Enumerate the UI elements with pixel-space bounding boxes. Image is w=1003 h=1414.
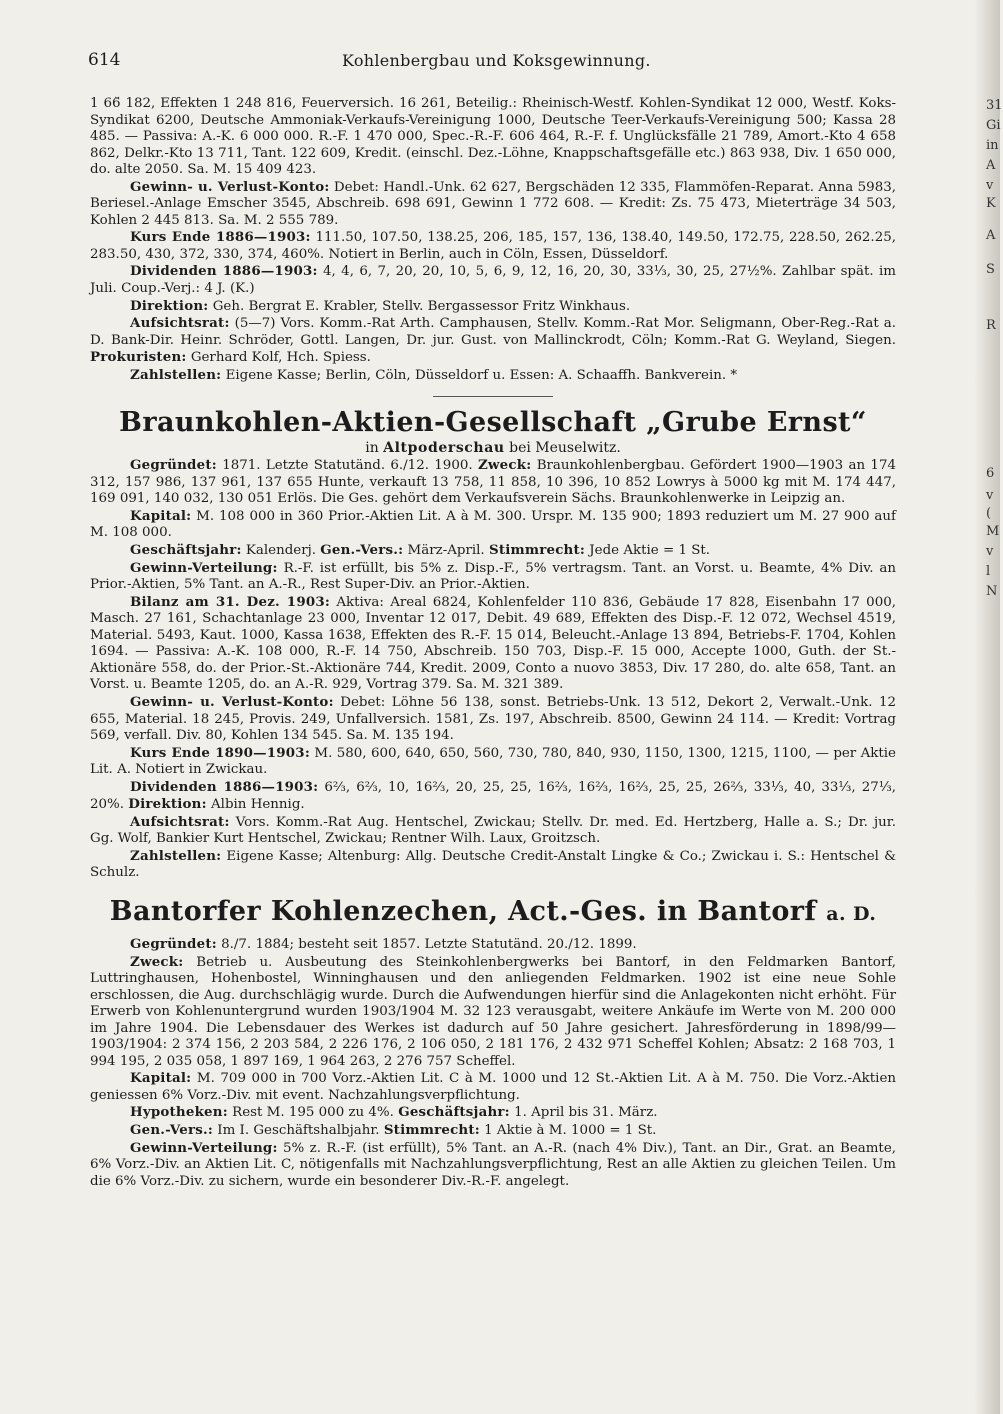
profit-distribution-paragraph: [90, 1140, 896, 1191]
share-price-label: Kurs Ende 1886—1903:: [130, 229, 311, 246]
facing-page-fragment: A: [986, 228, 996, 243]
share-price-paragraph: [90, 229, 896, 263]
profit-distribution-text: R.-F. ist erfüllt, bis 5% z. Disp.-F., 5% vertragsm. Tant. an Vorst. u. Beamte, 4% Div. an Prior.-Aktien, 5% Tant. an A.-R., Rest Super-Div. an Prior.-Aktien.: [90, 560, 896, 593]
voting-right-label: Stimmrecht:: [488, 542, 586, 559]
company-title: [90, 896, 896, 930]
supervisory-board-paragraph: [90, 814, 896, 848]
dividends-paragraph: [90, 779, 896, 814]
company-title: Braunkohlen-Aktien-Gesellschaft „Grube Ernst“: [119, 407, 867, 439]
location-prefix: in: [365, 440, 379, 457]
dividends-label: Dividenden 1886—1903:: [130, 778, 319, 795]
paying-agents-paragraph: [90, 848, 896, 882]
capital-text: M. 709 000 in 700 Vorz.-Aktien Lit. C à M. 1000 und 12 St.-Aktien Lit. A à M. 750. Die Vorz.-Aktien geniessen 6% Vorz.-Div. mit event. Nachzahlungsverpflichtung.: [90, 1071, 897, 1103]
company-entry-bantorf: [90, 896, 896, 1190]
mortgage-label: Hypotheken:: [130, 1104, 228, 1121]
general-meeting-text: Im I. Geschäftshalbjahr.: [217, 1122, 380, 1138]
capital-paragraph: [90, 508, 896, 542]
page-number: 614: [88, 50, 121, 70]
profit-loss-text: Debet: Löhne 56 138, sonst. Betriebs-Unk. 13 512, Dekort 2, Verwalt.-Unk. 12 655, Material. 18 245, Provis. 249, Unfallversich. 1581, Zs. 197, Abschreib. 8500, Gewinn 24 114. — Kredit: Vortrag 569, verfall. Div. 80, Kohlen 134 545. Sa. M. 135 194.: [90, 694, 896, 744]
main-text-column: [90, 96, 896, 1190]
business-year-text: Kalenderj.: [245, 543, 316, 559]
founded-text: 8./7. 1884; besteht seit 1857. Letzte Statutänd. 20./12. 1899.: [221, 936, 637, 952]
facing-page-fragment: K: [986, 196, 996, 211]
management-text: Albin Hennig.: [211, 797, 305, 813]
footnote-asterisk: *: [730, 367, 738, 383]
facing-page-fragment: l: [986, 564, 991, 579]
profit-loss-paragraph: [90, 179, 896, 230]
dividends-text: 6⅔, 6⅔, 10, 16⅔, 20, 25, 25, 16⅔, 16⅔, 16⅔, 25, 25, 26⅔, 33⅓, 40, 33⅓, 27⅓, 20%.: [90, 779, 896, 813]
voting-right-label: Stimmrecht:: [383, 1121, 480, 1138]
profit-loss-text: Debet: Handl.-Unk. 62 627, Bergschäden 12 335, Flammöfen-Reparat. Anna 5983, Beriesel.-Anlage Emscher 3545, Abschreib. 698 691, Gewinn 1 772 608. — Kredit: Zs. 75 473, Mieterträge 34 503, Kohlen 2 445 813. Sa. M. 2 555 789.: [90, 179, 896, 228]
dividends-label: Dividenden 1886—1903:: [130, 263, 318, 280]
general-meeting-text: März-April.: [407, 543, 485, 559]
profit-loss-label: Gewinn- u. Verlust-Konto:: [130, 178, 330, 195]
dividends-text: 4, 4, 6, 7, 20, 20, 10, 5, 6, 9, 12, 16, 20, 30, 33⅓, 30, 25, 27½%. Zahlbar spät. im Juli. Coup.-Verj.: 4 J. (K.): [90, 264, 896, 297]
profit-distribution-paragraph: [90, 560, 896, 594]
business-year-label: Geschäftsjahr:: [398, 1104, 510, 1121]
facing-page-fragment: (: [986, 506, 992, 521]
location-suffix: bei Meuselwitz.: [509, 440, 621, 457]
facing-page-fragment: R: [986, 318, 996, 333]
location-place: Altpoderschau: [383, 440, 505, 457]
company-title-suffix: a. D.: [826, 902, 877, 925]
founded-paragraph: [90, 936, 896, 954]
dividends-paragraph: [90, 263, 896, 297]
management-label: Direktion:: [128, 796, 207, 813]
facing-page-fragment: in: [986, 138, 999, 153]
balance-sheet-label: Bilanz am 31. Dez. 1903:: [130, 593, 331, 610]
company-title-main: Bantorfer Kohlenzechen, Act.-Ges. in Bantorf: [109, 895, 817, 927]
share-price-paragraph: [90, 745, 896, 779]
section-spacer: [90, 882, 896, 896]
paying-agents-label: Zahlstellen:: [130, 366, 222, 383]
paying-agents-text: Eigene Kasse; Altenburg: Allg. Deutsche Credit-Anstalt Lingke & Co.; Zwickau i. S.: Hentschel & Schulz.: [90, 848, 896, 881]
profit-distribution-text: 5% z. R.-F. (ist erfüllt), 5% Tant. an A.-R. (nach 4% Div.), Tant. an Dir., Grat. an Beamte, 6% Vorz.-Div. an Aktien Lit. C, nötigenfalls mit Nachzahlungsverpflichtung, Rest an alle Aktien zu gleichen Teilen. Um die 6% Vorz.-Div. zu sichern, wurde ein besonderer Div.-R.-F. angelegt.: [90, 1140, 896, 1189]
mortgage-text: Rest M. 195 000 zu 4%.: [232, 1105, 394, 1121]
business-year-paragraph: [90, 542, 896, 560]
capital-paragraph: [90, 1070, 896, 1104]
facing-page-fragment: A: [986, 158, 996, 173]
share-price-label: Kurs Ende 1890—1903:: [130, 744, 310, 761]
company-entry-grube-ernst: [90, 407, 896, 882]
mortgage-paragraph: [90, 1104, 896, 1122]
balance-sheet-text: Aktiva: Areal 6824, Kohlenfelder 110 836, Gebäude 17 828, Eisenbahn 17 000, Masch. 27 161, Schachtanlage 23 000, Inventar 12 017, Debit. 49 689, Effekten des Disp.-F. 12 072, Wechsel 4519, Material. 5493, Kaut. 1000, Kassa 1638, Effekten des R.-F. 15 014, Beleucht.-Anlage 13 894, Betriebs-F. 1704, Kohlen 1694. — Passiva: A.-K. 108 000, R.-F. 14 750, Abschreib. 150 703, Disp.-F. 15 000, Accepte 1000, Guth. der St.-Aktionäre 558, do. der Prior.-St.-Aktionäre 744, Kredit. 2009, Conto a nuovo 3853, Div. 17 280, do. alte 658, Tant. an Vorst. u. Beamte 1205, do. an A.-R. 929, Vortrag 379. Sa. M. 321 389.: [90, 594, 896, 693]
voting-right-text: Jede Aktie = 1 St.: [589, 543, 711, 559]
facing-page-fragment: 6: [986, 466, 995, 481]
authorized-officers-label: Prokuristen:: [90, 349, 187, 366]
profit-distribution-label: Gewinn-Verteilung:: [130, 559, 278, 576]
running-head: Kohlenbergbau und Koksgewinnung.: [342, 51, 651, 70]
facing-page-fragment: M: [986, 524, 1000, 539]
business-year-label: Geschäftsjahr:: [130, 542, 242, 559]
facing-page-fragment: v: [986, 544, 994, 559]
balance-sheet-paragraph: [90, 594, 896, 694]
profit-loss-paragraph: [90, 694, 896, 745]
facing-page-fragment: Gi: [986, 118, 1001, 133]
paying-agents-text: Eigene Kasse; Berlin, Cöln, Düsseldorf u. Essen: A. Schaaffh. Bankverein.: [225, 367, 727, 383]
management-paragraph: [90, 298, 896, 316]
purpose-label: Zweck:: [477, 457, 532, 474]
capital-label: Kapital:: [130, 507, 192, 524]
supervisory-board-text: Vors. Komm.-Rat Aug. Hentschel, Zwickau; Stellv. Dr. med. Ed. Hertzberg, Halle a. S.; Dr. jur. Gg. Wolf, Bankier Kurt Hentschel, Zwickau; Rentner Wilh. Laux, Groitzsch.: [90, 814, 896, 847]
founded-text: 1871. Letzte Statutänd. 6./12. 1900.: [222, 458, 473, 474]
capital-label: Kapital:: [130, 1070, 192, 1087]
purpose-text: Braunkohlenbergbau. Gefördert 1900—1903 an 174 312, 157 986, 137 961, 137 655 Hunte, verkauft 13 758, 11 858, 10 396, 10 852 Lowrys à 5000 kg mit M. 174 447, 169 091, 140 032, 130 051 Erlös. Die Ges. gehört dem Verkaufsverein Sächs. Braunkohlenwerke in Leipzig an.: [90, 458, 896, 507]
previous-company-entry: [90, 96, 896, 384]
section-divider: [433, 396, 553, 397]
page-gutter-shadow: [974, 0, 1000, 1414]
facing-page-fragment: S: [986, 262, 995, 277]
company-location: [90, 439, 896, 457]
purpose-text: Betrieb u. Ausbeutung des Steinkohlenbergwerks bei Bantorf, in den Feldmarken Bantorf, Luttringhausen, Hohenbostel, Winninghausen und den anliegenden Feldmarken. 1902 ist eine neue Sohle erschlossen, die Aug. durchschlägig wurde. Durch die Aufwendungen hierfür sind die Anlagekonten nicht erhöht. Für Erwerb von Kohlenuntergrund wurden 1903/1904 M. 32 123 verausgabt, weitere Ankäufe im Werte von M. 200 000 im Jahre 1904. Die Lebensdauer des Werkes ist dadurch auf 50 Jahre gesichert. Jahresförderung in 1898/99—1903/1904: 2 374 156, 2 203 584, 2 226 176, 2 106 050, 2 181 176, 2 432 971 Scheffel Kohlen; Absatz: 2 168 703, 1 994 195, 2 035 058, 1 897 169, 1 964 263, 2 276 757 Scheffel.: [90, 954, 896, 1069]
purpose-paragraph: [90, 954, 896, 1071]
share-price-text: 111.50, 107.50, 138.25, 206, 185, 157, 136, 138.40, 149.50, 172.75, 228.50, 262.25, 283.50, 430, 372, 330, 374, 460%. Notiert in Berlin, auch in Cöln, Essen, Düsseldorf.: [90, 230, 896, 262]
general-meeting-label: Gen.-Vers.:: [130, 1121, 214, 1138]
founded-label: Gegründet:: [130, 935, 217, 952]
general-meeting-paragraph: [90, 1122, 896, 1140]
profit-loss-label: Gewinn- u. Verlust-Konto:: [130, 693, 334, 710]
facing-page-fragment: v: [986, 178, 994, 193]
supervisory-board-label: Aufsichtsrat:: [130, 315, 230, 332]
general-meeting-label: Gen.-Vers.:: [320, 542, 404, 559]
supervisory-board-label: Aufsichtsrat:: [130, 813, 230, 830]
facing-page-fragment: v: [986, 488, 994, 503]
purpose-label: Zweck:: [130, 953, 184, 970]
voting-right-text: 1 Aktie à M. 1000 = 1 St.: [484, 1122, 657, 1138]
share-price-text: M. 580, 600, 640, 650, 560, 730, 780, 840, 930, 1150, 1300, 1215, 1100, — per Aktie Lit. A. Notiert in Zwickau.: [90, 745, 896, 778]
management-text: Geh. Bergrat E. Krabler, Stellv. Bergassessor Fritz Winkhaus.: [212, 298, 631, 314]
paying-agents-paragraph: [90, 367, 896, 385]
management-label: Direktion:: [130, 297, 209, 314]
balance-continuation: 1 66̆ 182, Effekten 1 248 816, Feuerversich. 16 261, Beteilig.: Rheinisch-Westf. Kohlen-Syndikat 12 000, Westf. Koks-Syndikat 6200, Deutsche Ammoniak-Verkaufs-Vereinigung 1000, Deutsche Teer-Verkaufs-Vereinigung 500; Kassa 28 485. — Passiva: A.-K. 6 000 000. R.-F. 1 470 000, Spec.-R.-F. 606 464, R.-F. f. Unglücksfälle 21 789, Amort.-Kto 4 658 862, Delkr.-Kto 13 711, Tant. 122 609, Kredit. (einschl. Dez.-Löhne, Knappschaftsgefälle etc.) 863 938, Div. 1 650 000, do. alte 2050. Sa. M. 15 409 423.: [90, 96, 896, 178]
authorized-officers-text: Gerhard Kolf, Hch. Spiess.: [190, 350, 371, 366]
supervisory-board-text: (5—7) Vors. Komm.-Rat Arth. Camphausen, Stellv. Komm.-Rat Mor. Seligmann, Ober-Reg.-Rat a. D. Bank-Dir. Heinr. Schröder, Gottl. Langen, Dr. jur. Gust. von Mallinckrodt, Cöln; Komm.-Rat G. Weyland, Siegen.: [90, 316, 896, 348]
founded-paragraph: [90, 457, 896, 508]
capital-text: M. 108 000 in 360 Prior.-Aktien Lit. A à M. 300. Urspr. M. 135 900; 1893 reduziert um M. 27 900 auf M. 108 000.: [90, 508, 896, 541]
business-year-text: 1. April bis 31. März.: [514, 1105, 658, 1121]
profit-distribution-label: Gewinn-Verteilung:: [130, 1139, 278, 1156]
facing-page-fragment: N: [986, 584, 998, 599]
founded-label: Gegründet:: [130, 457, 217, 474]
facing-page-fragment: 31: [986, 98, 1003, 113]
paying-agents-label: Zahlstellen:: [130, 847, 222, 864]
supervisory-board-paragraph: [90, 315, 896, 367]
